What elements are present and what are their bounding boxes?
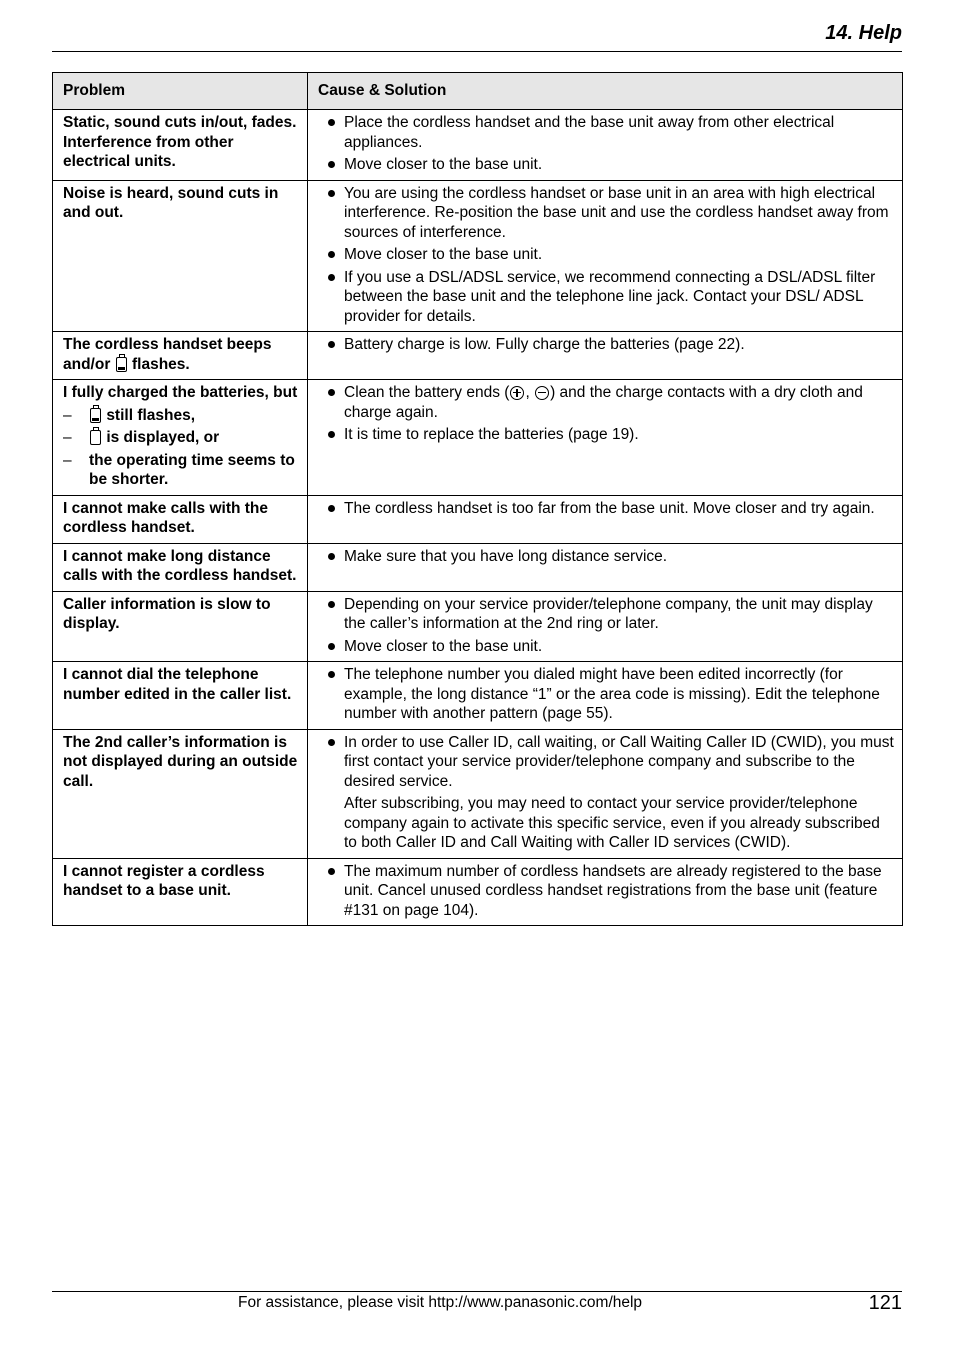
solution-cell xyxy=(308,543,903,591)
problem-cell: The 2nd caller’s information is not displayed during an outside call. xyxy=(53,729,308,858)
solution-item xyxy=(318,547,894,567)
bullet-icon xyxy=(328,601,335,608)
solution-item xyxy=(318,425,894,445)
header-rule xyxy=(52,51,902,52)
table-header-row xyxy=(53,73,903,110)
solution-text: Place the cordless handset and the base unit away from other electrical appliances. xyxy=(344,114,835,151)
dash-marker: – xyxy=(63,429,72,446)
page-number: 121 xyxy=(868,1292,902,1314)
table-row xyxy=(53,180,903,332)
solution-text: , xyxy=(525,384,530,401)
solution-text: Move closer to the base unit. xyxy=(344,156,543,173)
table-row xyxy=(53,591,903,662)
solution-text: ) and the charge contacts with a dry cloth and charge again. xyxy=(344,384,863,421)
solution-cell xyxy=(308,110,903,181)
column-header-problem: Problem xyxy=(53,73,308,110)
bullet-icon xyxy=(328,553,335,560)
solution-item xyxy=(318,155,894,175)
solution-cell xyxy=(308,591,903,662)
solution-item xyxy=(318,862,894,921)
table-row xyxy=(53,380,903,496)
minus-terminal-icon xyxy=(535,386,549,400)
table-row xyxy=(53,110,903,181)
solution-item xyxy=(318,113,894,152)
table-row xyxy=(53,729,903,858)
footer-assistance-text: For assistance, please visit http://www.panasonic.com/help xyxy=(238,1294,643,1311)
bullet-icon xyxy=(328,341,335,348)
bullet-icon xyxy=(328,643,335,650)
bullet-icon xyxy=(328,190,335,197)
bullet-icon xyxy=(328,431,335,438)
solution-item xyxy=(318,184,894,243)
battery-low-icon xyxy=(90,408,101,423)
solution-text: Make sure that you have long distance service. xyxy=(344,547,668,565)
solution-text: In order to use Caller ID, call waiting, or Call Waiting Caller ID (CWID), you must first contact your service provider/telephone company and subscribe to the desired service. xyxy=(344,733,894,790)
solution-text: Move closer to the base unit. xyxy=(344,246,543,263)
solution-text: The maximum number of cordless handsets are already registered to the base unit. Cancel unused cordless handset registrations from the base unit (feature #131 on page 104). xyxy=(344,862,882,919)
plus-terminal-icon xyxy=(510,386,524,400)
problem-text: The cordless handset beeps and/or xyxy=(63,336,272,373)
problem-text: flashes. xyxy=(132,355,190,373)
solution-text: Clean the battery ends ( xyxy=(344,384,510,401)
problem-cell: I cannot register a cordless handset to a base unit. xyxy=(53,858,308,926)
sub-item-text: is displayed, or xyxy=(106,429,220,446)
table-row xyxy=(53,662,903,730)
footer-rule xyxy=(52,1291,902,1292)
solution-cell xyxy=(308,858,903,926)
problem-cell xyxy=(53,380,308,496)
solution-text: Battery charge is low. Fully charge the batteries (page 22). xyxy=(344,336,745,353)
solution-item xyxy=(318,665,894,724)
battery-low-icon xyxy=(116,357,127,372)
table-row xyxy=(53,332,903,380)
column-header-cause-solution: Cause & Solution xyxy=(308,73,903,110)
solution-text: The cordless handset is too far from the base unit. Move closer and try again. xyxy=(344,499,875,517)
solution-cell xyxy=(308,662,903,730)
problem-cell: Caller information is slow to display. xyxy=(53,591,308,662)
bullet-icon xyxy=(328,505,335,512)
solution-item xyxy=(318,637,894,657)
bullet-icon xyxy=(328,119,335,126)
solution-text: Move closer to the base unit. xyxy=(344,637,543,655)
problem-sub-item xyxy=(63,406,299,426)
sub-item-text: the operating time seems to be shorter. xyxy=(89,451,295,488)
solution-text: It is time to replace the batteries (page 19). xyxy=(344,426,639,443)
table-row xyxy=(53,543,903,591)
solution-item xyxy=(318,335,894,355)
bullet-icon xyxy=(328,251,335,258)
bullet-icon xyxy=(328,161,335,168)
problem-sub-item xyxy=(63,451,299,490)
bullet-icon xyxy=(328,868,335,875)
battery-empty-icon xyxy=(90,430,101,445)
problem-cell: I cannot make calls with the cordless handset. xyxy=(53,495,308,543)
problem-text: I fully charged the batteries, but xyxy=(63,384,298,401)
solution-cell xyxy=(308,332,903,380)
solution-item xyxy=(318,499,894,519)
bullet-icon xyxy=(328,274,335,281)
problem-cell: I cannot make long distance calls with the cordless handset. xyxy=(53,543,308,591)
problem-cell: I cannot dial the telephone number edited in the caller list. xyxy=(53,662,308,730)
problem-sub-item xyxy=(63,428,299,448)
dash-marker: – xyxy=(63,451,72,469)
dash-marker: – xyxy=(63,406,72,424)
section-title: 14. Help xyxy=(825,22,902,44)
solution-item xyxy=(318,268,894,327)
table-row xyxy=(53,495,903,543)
solution-continuation: After subscribing, you may need to contact your service provider/telephone company again to activate this specific service, even if you already subscribed to both Caller ID and Call Waiting with Caller ID services (CWID). xyxy=(344,795,880,851)
solution-text: Depending on your service provider/telephone company, the unit may display the caller’s information at the 2nd ring or later. xyxy=(344,595,873,632)
bullet-icon xyxy=(328,671,335,678)
solution-cell xyxy=(308,180,903,332)
problem-cell: Noise is heard, sound cuts in and out. xyxy=(53,180,308,332)
bullet-icon xyxy=(328,389,335,396)
solution-cell xyxy=(308,729,903,858)
solution-cell xyxy=(308,495,903,543)
solution-text: If you use a DSL/ADSL service, we recommend connecting a DSL/ADSL filter between the base unit and the telephone line jack. Contact your DSL/ ADSL provider for details. xyxy=(344,268,876,325)
solution-item xyxy=(318,733,894,792)
problem-cell xyxy=(53,332,308,380)
solution-text: The telephone number you dialed might have been edited incorrectly (for example, the long distance “1” or the area code is missing). Edit the telephone number with another pattern (page 55). xyxy=(344,666,880,722)
solution-item xyxy=(318,245,894,265)
solution-cell xyxy=(308,380,903,496)
table-row xyxy=(53,858,903,926)
solution-item xyxy=(318,595,894,634)
problem-cell: Static, sound cuts in/out, fades. Interference from other electrical units. xyxy=(53,110,308,181)
sub-item-text: still flashes, xyxy=(106,406,196,424)
bullet-icon xyxy=(328,739,335,746)
solution-text: You are using the cordless handset or base unit in an area with high electrical interference. Re-position the base unit and use the cordless handset away from sources of interference. xyxy=(344,184,889,241)
troubleshooting-table xyxy=(52,72,903,926)
solution-item xyxy=(318,383,894,422)
